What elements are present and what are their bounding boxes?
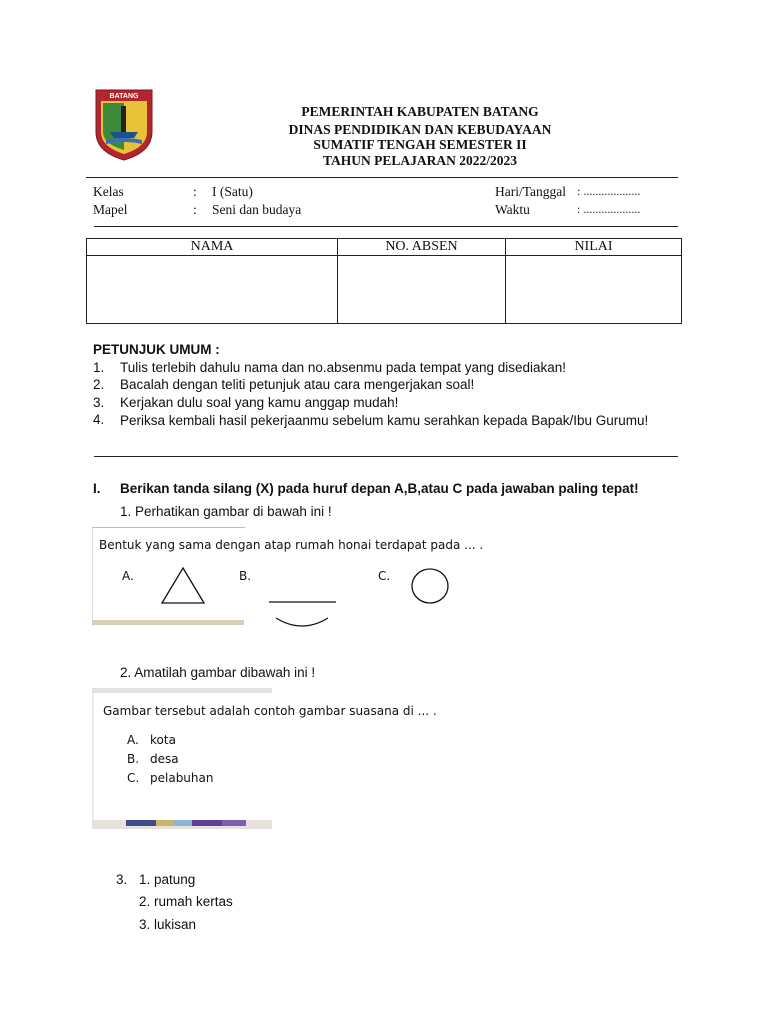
section-instruction: Berikan tanda silang (X) pada huruf depan A,B,atau C pada jawaban paling tepat!	[120, 481, 639, 496]
header-line-4: TAHUN PELAJARAN 2022/2023	[322, 153, 517, 168]
q3-item-2: 2. rumah kertas	[139, 894, 233, 909]
nilai-header: NILAI	[506, 239, 682, 256]
petunjuk-num-2: 2.	[93, 377, 105, 392]
q2-prompt: 2. Amatilah gambar dibawah ini !	[120, 665, 316, 680]
petunjuk-num-4: 4.	[93, 412, 105, 427]
q2-question: Gambar tersebut adalah contoh gambar suasana di ... .	[103, 704, 437, 718]
mapel-label: Mapel	[93, 202, 128, 217]
q1-option-a[interactable]: A.	[122, 569, 134, 583]
q2-option-b-letter[interactable]: B.	[127, 752, 140, 766]
absen-cell[interactable]	[338, 256, 506, 324]
mapel-colon: :	[193, 202, 197, 217]
petunjuk-item-2: Bacalah dengan teliti petunjuk atau cara mengerjakan soal!	[120, 377, 475, 392]
q2-box-top	[92, 688, 272, 693]
petunjuk-divider	[94, 456, 678, 457]
petunjuk-item-1: Tulis terlebih dahulu nama dan no.absenmu pada tempat yang disediakan!	[120, 360, 567, 375]
q3-item-1: 1. patung	[139, 872, 196, 887]
hari-label: Hari/Tanggal	[495, 184, 567, 199]
q2-option-a-text[interactable]: kota	[150, 733, 176, 747]
waktu-label: Waktu	[495, 202, 530, 217]
q2-option-c-text[interactable]: pelabuhan	[150, 771, 214, 785]
q2-option-a-letter[interactable]: A.	[127, 733, 139, 747]
header-line-1: PEMERINTAH KABUPATEN BATANG	[301, 104, 539, 119]
q1-option-b[interactable]: B.	[239, 569, 252, 583]
q1-prompt: 1. Perhatikan gambar di bawah ini !	[120, 504, 332, 519]
kelas-colon: :	[193, 184, 197, 199]
q1-box-bottom	[92, 620, 244, 625]
header-line-2: DINAS PENDIDIKAN DAN KEBUDAYAAN	[288, 122, 552, 137]
mapel-value: Seni dan budaya	[212, 202, 302, 217]
circle-shape-icon	[409, 567, 451, 605]
student-table	[86, 238, 682, 324]
waktu-value: : ...................	[577, 202, 641, 216]
nama-header: NAMA	[87, 239, 338, 256]
hari-value: : ...................	[577, 184, 641, 198]
batang-logo	[94, 88, 154, 162]
info-divider	[94, 226, 678, 227]
nilai-cell[interactable]	[506, 256, 682, 324]
nama-cell[interactable]	[87, 256, 338, 324]
line-arc-shape-icon	[266, 598, 340, 634]
kelas-label: Kelas	[93, 184, 124, 199]
q2-image-strip	[126, 820, 246, 826]
logo-text: BATANG	[109, 93, 139, 100]
kelas-value: I (Satu)	[212, 184, 253, 199]
petunjuk-item-4: Periksa kembali hasil pekerjaanmu sebelum kamu serahkan kepada Bapak/Ibu Gurumu!	[120, 413, 649, 428]
q1-question: Bentuk yang sama dengan atap rumah honai terdapat pada ... .	[99, 538, 484, 552]
triangle-shape-icon	[160, 566, 206, 606]
petunjuk-title: PETUNJUK UMUM :	[93, 342, 220, 357]
header-divider	[86, 177, 678, 178]
q3-item-3: 3. lukisan	[139, 917, 197, 932]
q2-box-left	[92, 693, 94, 820]
q2-option-c-letter[interactable]: C.	[127, 771, 140, 785]
q2-option-b-text[interactable]: desa	[150, 752, 179, 766]
petunjuk-num-3: 3.	[93, 395, 105, 410]
absen-header: NO. ABSEN	[338, 239, 506, 256]
petunjuk-item-3: Kerjakan dulu soal yang kamu anggap mudah!	[120, 395, 399, 410]
section-number: I.	[93, 481, 101, 496]
header-line-3: SUMATIF TENGAH SEMESTER II	[313, 137, 527, 152]
q1-option-c[interactable]: C.	[378, 569, 391, 583]
q3-number: 3.	[116, 872, 128, 887]
petunjuk-num-1: 1.	[93, 360, 105, 375]
